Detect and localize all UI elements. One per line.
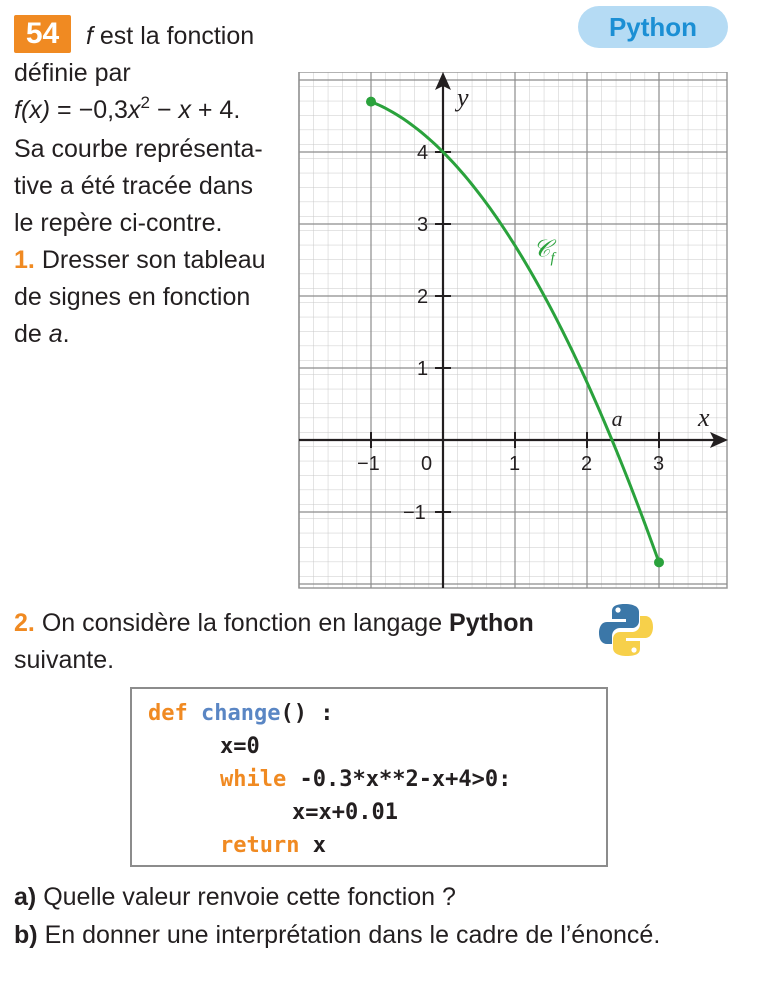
y-tick-label: 1 bbox=[417, 358, 429, 380]
question-2a: a) Quelle valeur renvoie cette fonction ? bbox=[14, 883, 456, 911]
function-graph bbox=[296, 72, 728, 590]
code-line-return: return x bbox=[220, 833, 326, 858]
y-tick-label: 4 bbox=[417, 142, 429, 164]
code-line-increment: x=x+0.01 bbox=[292, 800, 398, 825]
question-1: 1. Dresser son tableau bbox=[14, 246, 266, 274]
x-axis-label: x bbox=[698, 403, 710, 432]
y-tick-label: 2 bbox=[417, 286, 429, 308]
formula: $f(x) = -0,3x^2 - x + 4$. bbox=[14, 93, 241, 124]
y-tick-label: 3 bbox=[417, 214, 429, 236]
question-2b: b) En donner une interprétation dans le cadre de l’énoncé. bbox=[14, 921, 661, 949]
intro-line-6: le repère ci-contre. bbox=[14, 209, 223, 237]
curve-label: 𝒞$_f$ bbox=[533, 236, 555, 267]
x-tick-label: −1 bbox=[357, 453, 380, 475]
python-code-block bbox=[130, 687, 608, 867]
code-line-while: while -0.3*x**2-x+4>0: bbox=[220, 767, 512, 792]
code-line-init: x=0 bbox=[220, 734, 260, 759]
python-tag: Python bbox=[578, 6, 728, 48]
x-tick-label: 0 bbox=[421, 453, 433, 475]
x-tick-label: 1 bbox=[509, 453, 521, 475]
code-line-def: def change() : bbox=[148, 701, 334, 726]
curve-end-point bbox=[654, 557, 664, 567]
intro-line-2: définie par bbox=[14, 59, 131, 87]
question-1-line-3: de a. bbox=[14, 320, 70, 348]
y-tick-label: −1 bbox=[403, 502, 426, 524]
root-label-a: a bbox=[611, 406, 623, 431]
curve-start-point bbox=[366, 97, 376, 107]
y-axis-label: y bbox=[457, 83, 469, 112]
intro-line-4: Sa courbe représenta- bbox=[14, 135, 263, 163]
intro-line-5: tive a été tracée dans bbox=[14, 172, 254, 200]
grid-background bbox=[299, 72, 727, 588]
sub-questions bbox=[14, 878, 744, 954]
exercise-number: 54 bbox=[14, 15, 71, 53]
intro-text: f est la fonction définie par $f(x) = -0,3x^2 - x + 4$. Sa courbe représenta- tive a été tracée dans le repère ci-contre. 1. Dresser son tableau de signes en fonction de a. bbox=[14, 18, 294, 353]
python-logo-icon bbox=[598, 602, 654, 658]
x-tick-label: 2 bbox=[581, 453, 593, 475]
function-name: f bbox=[86, 22, 93, 50]
question-2: 2. On considère la fonction en langage Python suivante. bbox=[14, 609, 534, 674]
x-tick-label: 3 bbox=[653, 453, 665, 475]
question-1-line-2: de signes en fonction bbox=[14, 283, 251, 311]
